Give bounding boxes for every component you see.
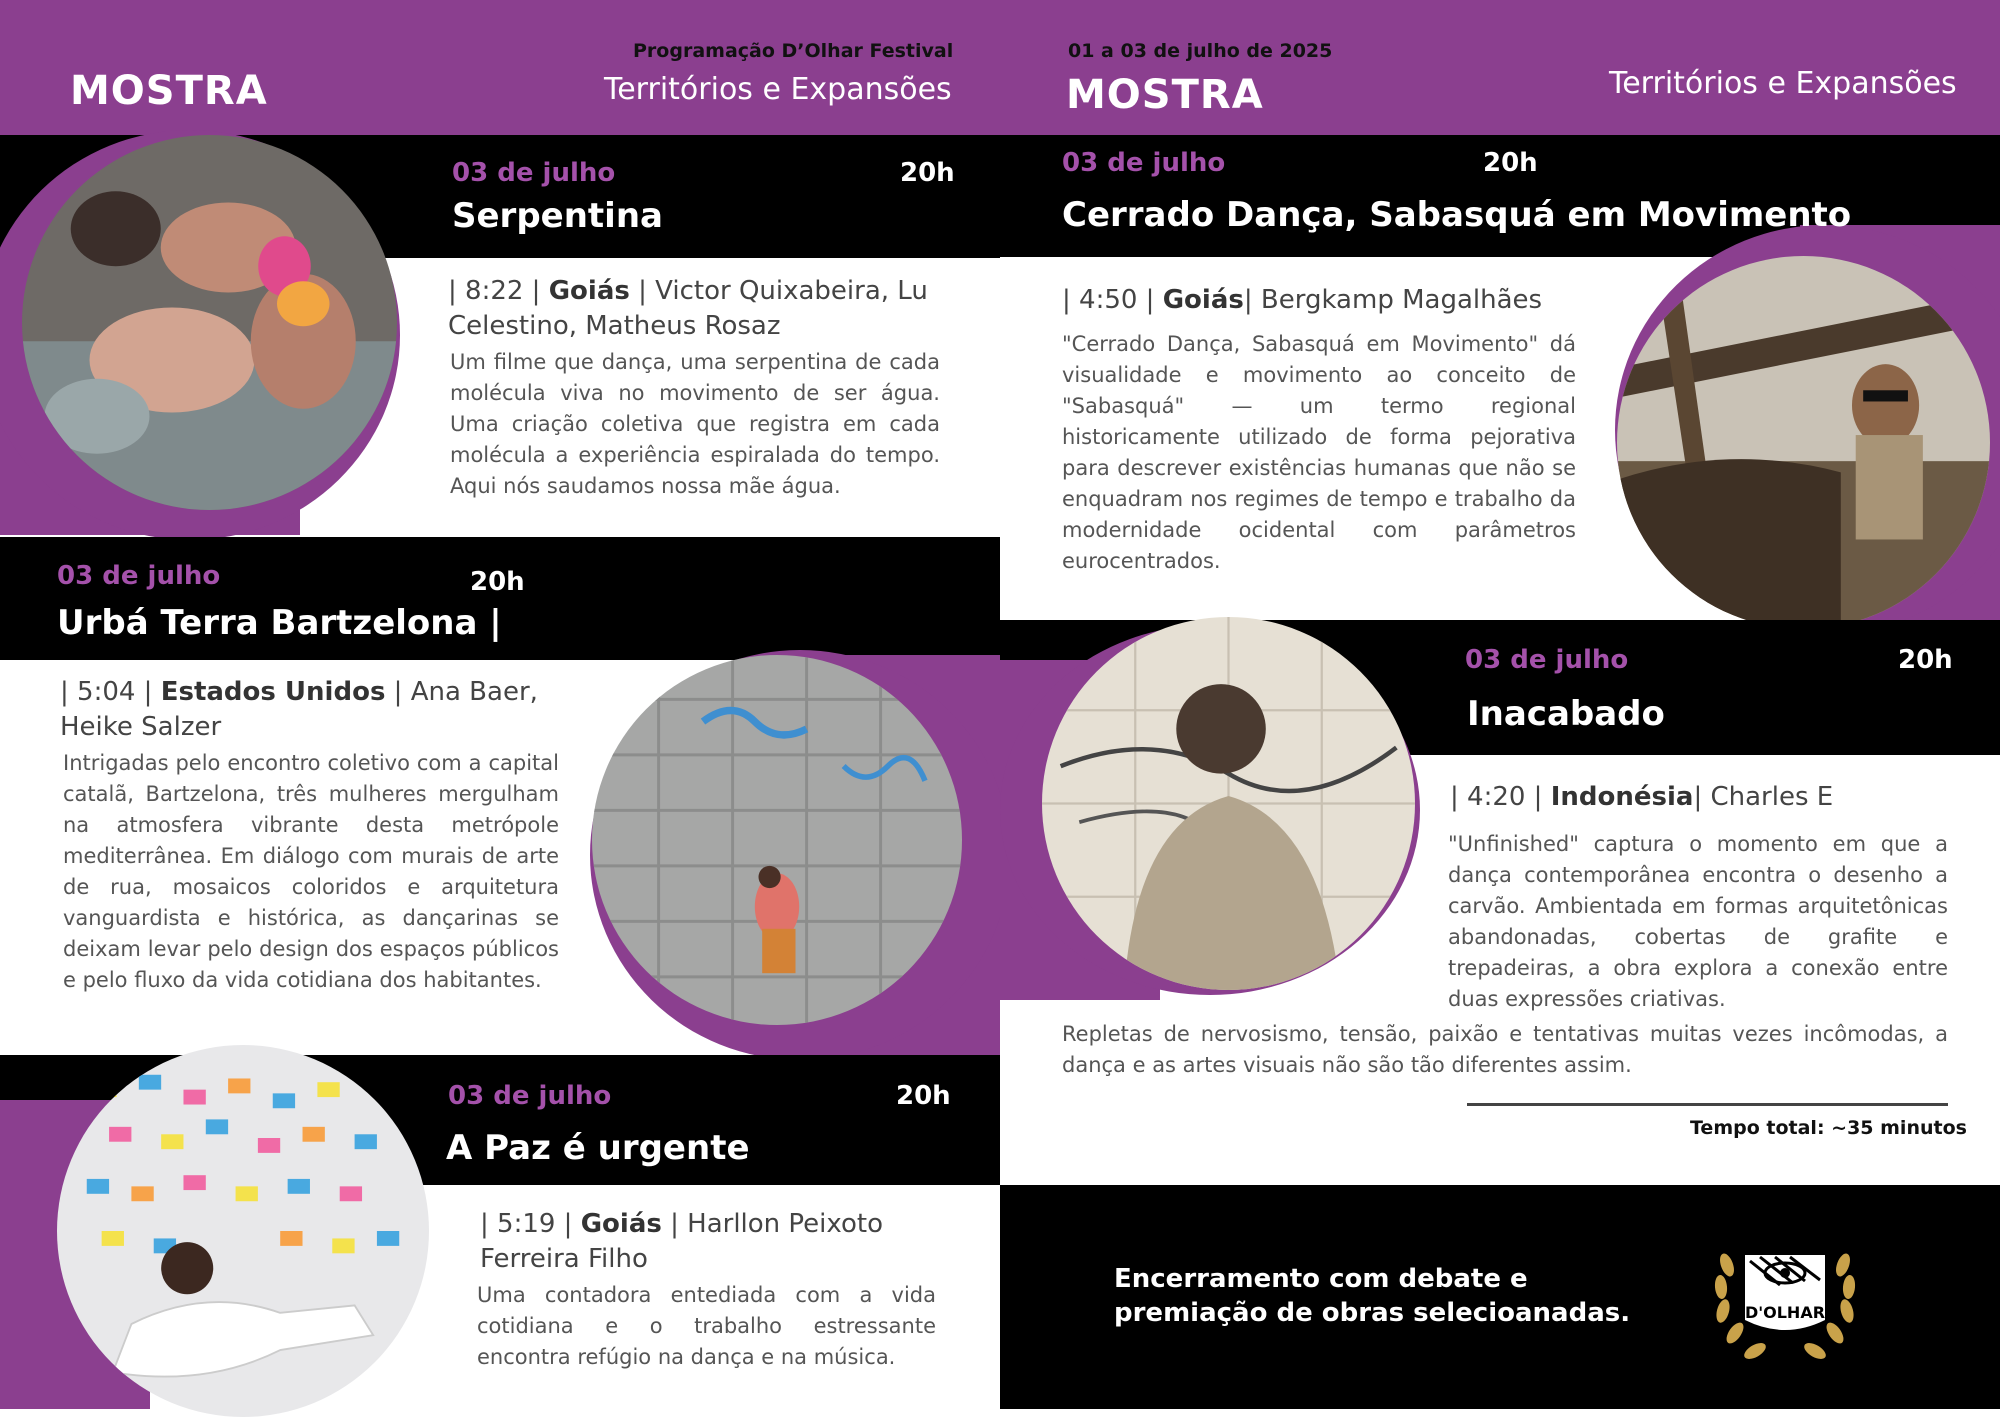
program-label: Programação D’Olhar Festival xyxy=(633,40,954,62)
film5-meta: | 4:20 | Indonésia| Charles E xyxy=(1450,782,1834,812)
film4-description: "Cerrado Dança, Sabasquá em Movimento" dá visualidade e movimento ao conceito de "Sabasquá" — um termo regional historicamente utilizado de forma pejorativa para descrever existências humanas que não se enquadram nos regimes de tempo e trabalho da modernidade ocidental com parâmetros eurocentrados. xyxy=(1062,332,1576,573)
closing-text: Encerramento com debate e premiação de obras selecioanadas. xyxy=(1114,1264,1631,1328)
dolhar-logo xyxy=(1705,1225,1865,1375)
film1-origin: Goiás xyxy=(548,276,630,306)
film4-time: 20h xyxy=(1483,148,1538,178)
film3-duration: 5:19 xyxy=(497,1209,556,1239)
film1-meta: | 8:22 | Goiás | Victor Quixabeira, Lu Celestino, Matheus Rosaz xyxy=(448,276,928,341)
film3-date: 03 de julho xyxy=(448,1081,612,1111)
left-logo: MOSTRA xyxy=(70,68,268,114)
film2-time: 20h xyxy=(470,567,525,597)
film1-title: Serpentina xyxy=(452,196,663,236)
film4-credits: Bergkamp Magalhães xyxy=(1260,285,1543,315)
film5-date: 03 de julho xyxy=(1465,645,1629,675)
film4-title: Cerrado Dança, Sabasquá em Movimento xyxy=(1062,195,1852,235)
film1-duration: 8:22 xyxy=(465,276,524,306)
film5-origin: Indonésia xyxy=(1550,782,1694,812)
right-subtitle: Territórios e Expansões xyxy=(1609,66,1957,101)
film5-description: "Unfinished" captura o momento em que a dança contemporânea encontra o desenho a carvão. Ambientada em formas arquitetônicas abandonadas, cobertas de grafite e trepadeiras, a obra explora a conexão entre duas expressões criativas. xyxy=(1448,832,1948,1011)
film1-credits: Victor Quixabeira, Lu Celestino, Matheus Rosaz xyxy=(448,276,928,341)
dolhar-logo-text: D'OLHAR xyxy=(1744,1303,1826,1322)
film3-description: Uma contadora entediada com a vida cotidiana e o trabalho estressante encontra refúgio na dança e na música. xyxy=(477,1283,936,1369)
film3-credits: Harllon Peixoto Ferreira Filho xyxy=(480,1209,883,1274)
film1-photo xyxy=(22,135,397,510)
film4-meta: | 4:50 | Goiás| Bergkamp Magalhães xyxy=(1062,285,1543,315)
film1-date: 03 de julho xyxy=(452,158,616,188)
film4-photo xyxy=(1617,256,1990,629)
divider xyxy=(1467,1103,1948,1106)
film4-date: 03 de julho xyxy=(1062,148,1226,178)
film2-credits: Ana Baer, Heike Salzer xyxy=(60,677,538,742)
film5-extra: Repletas de nervosismo, tensão, paixão e tentativas muitas vezes incômodas, a dança e as artes visuais não são tão diferentes assim. xyxy=(1062,1022,1948,1077)
left-subtitle: Territórios e Expansões xyxy=(604,72,952,107)
film4-duration: 4:50 xyxy=(1079,285,1138,315)
film5-duration: 4:20 xyxy=(1467,782,1526,812)
film2-description: Intrigadas pelo encontro coletivo com a capital catalã, Bartzelona, três mulheres mergulham na atmosfera vibrante desta metrópole mediterrânea. Em diálogo com murais de arte de rua, mosaicos coloridos e arquitetura vanguardista e histórica, as dançarinas se deixam levar pelo design dos espaços públicos e pelo fluxo da vida cotidiana dos habitantes. xyxy=(63,751,559,992)
film2-photo xyxy=(592,655,962,1025)
film2-origin: Estados Unidos xyxy=(160,677,386,707)
film5-title: Inacabado xyxy=(1467,694,1665,734)
film2-title: Urbá Terra Bartzelona | xyxy=(57,603,502,643)
film2-date: 03 de julho xyxy=(57,561,221,591)
film2-meta: | 5:04 | Estados Unidos | Ana Baer, Heike Salzer xyxy=(60,677,538,742)
film5-credits: Charles E xyxy=(1710,782,1834,812)
film1-description: Um filme que dança, uma serpentina de cada molécula viva no movimento de ser água. Uma criação coletiva que registra em cada molécula a experiência espiralada do tempo. Aqui nós saudamos nossa mãe água. xyxy=(450,350,940,498)
festival-dates: 01 a 03 de julho de 2025 xyxy=(1068,40,1333,62)
film3-origin: Goiás xyxy=(580,1209,662,1239)
film3-title: A Paz é urgente xyxy=(446,1128,750,1168)
film1-time: 20h xyxy=(900,158,955,188)
film5-photo xyxy=(1042,617,1415,990)
film4-origin: Goiás xyxy=(1162,285,1244,315)
total-time: Tempo total: ~35 minutos xyxy=(1690,1117,1967,1139)
film3-meta: | 5:19 | Goiás | Harllon Peixoto Ferreira Filho xyxy=(480,1209,883,1274)
film2-duration: 5:04 xyxy=(77,677,136,707)
film3-time: 20h xyxy=(896,1081,951,1111)
right-logo: MOSTRA xyxy=(1066,72,1264,118)
film5-time: 20h xyxy=(1898,645,1953,675)
film3-photo xyxy=(57,1045,429,1417)
